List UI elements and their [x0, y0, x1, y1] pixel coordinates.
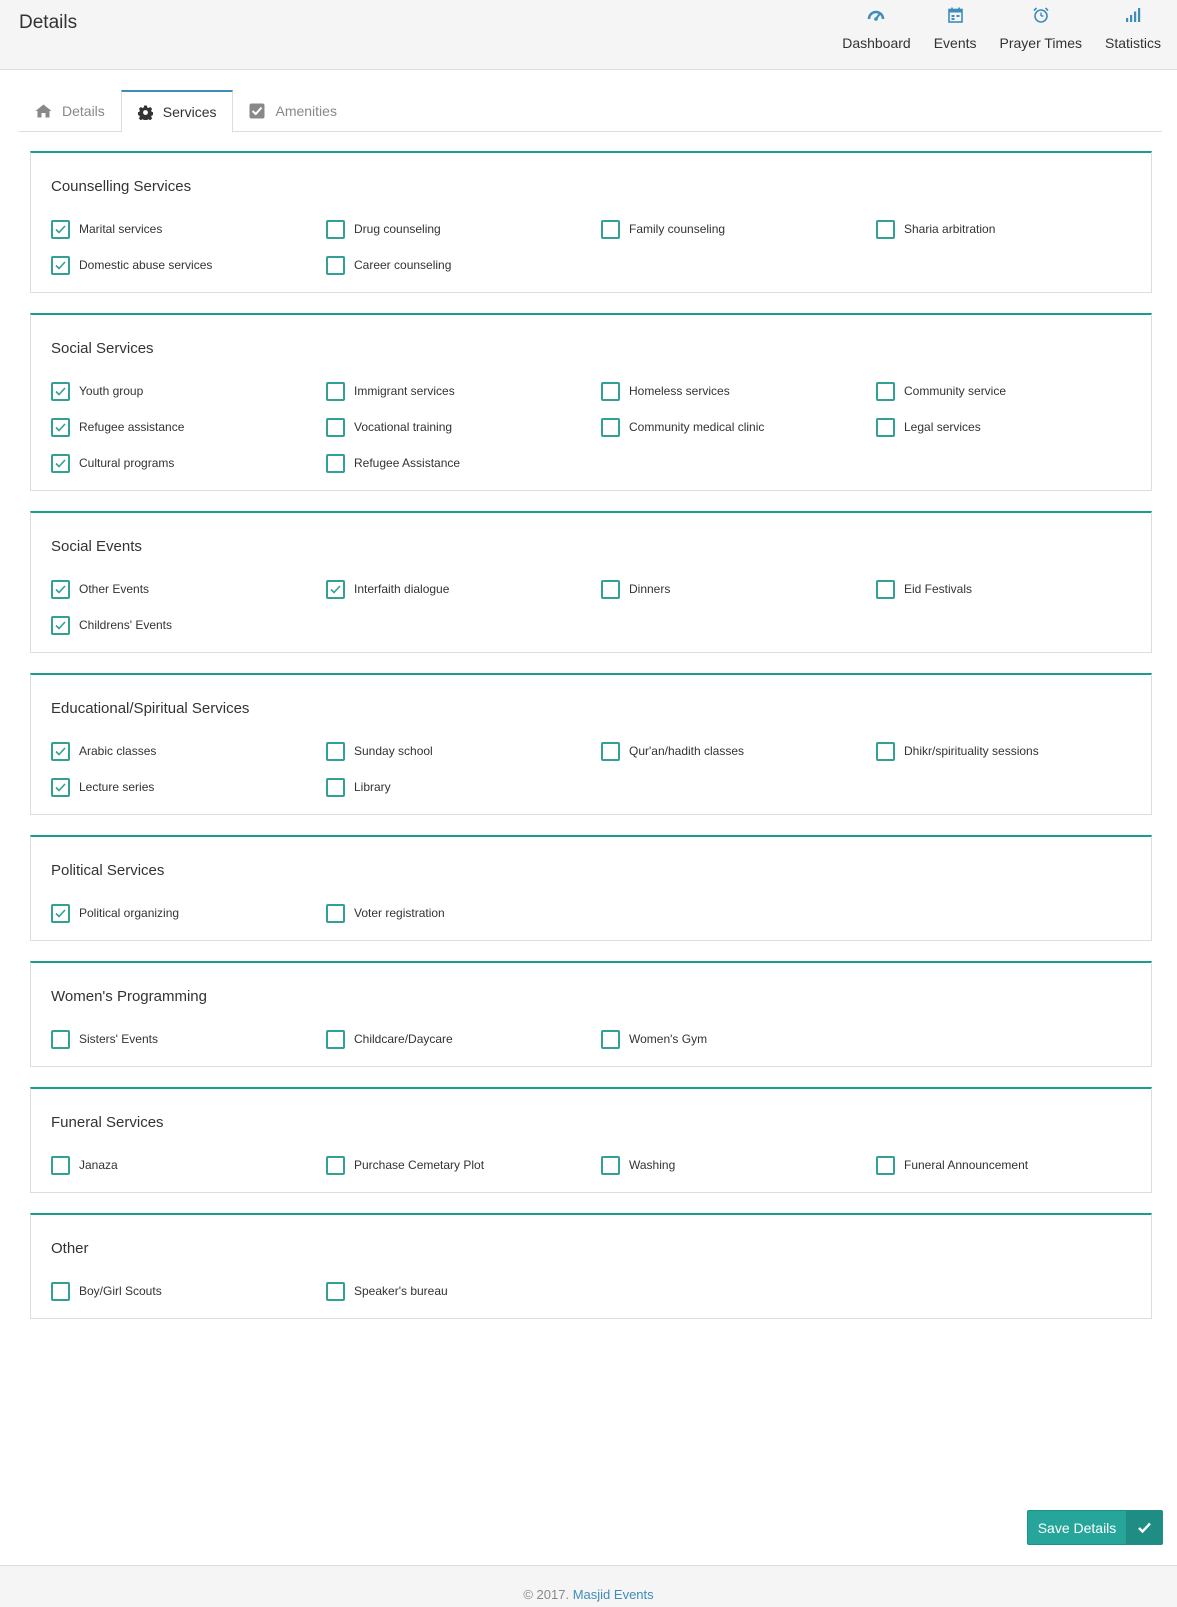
checkbox-item[interactable] [51, 741, 326, 761]
checkbox-checked[interactable] [51, 778, 70, 797]
top-header [0, 0, 1177, 70]
checkmark-icon [55, 909, 66, 918]
tab-bar [19, 90, 1162, 132]
checkmark-icon [1126, 1511, 1162, 1544]
checkbox-item[interactable] [601, 1155, 876, 1175]
checkbox-unchecked[interactable] [601, 220, 620, 239]
checkbox-unchecked[interactable] [601, 742, 620, 761]
checkbox-unchecked[interactable] [601, 1156, 620, 1175]
checkbox-unchecked[interactable] [601, 382, 620, 401]
checkbox-checked[interactable] [51, 382, 70, 401]
checkbox-label: Library [354, 780, 391, 794]
checkbox-label: Youth group [79, 384, 144, 398]
checkbox-item[interactable] [326, 219, 601, 239]
section-title: Other [51, 1240, 89, 1257]
checkbox-grid [51, 1281, 1131, 1301]
section-women-s-programming [30, 961, 1152, 1067]
checkbox-unchecked[interactable] [326, 382, 345, 401]
checkmark-icon [330, 585, 341, 594]
dashboard-icon [867, 4, 885, 26]
checkbox-label: Qur'an/hadith classes [629, 744, 745, 758]
checkbox-item[interactable] [51, 615, 326, 635]
checkbox-item[interactable] [601, 1029, 876, 1049]
checkbox-item[interactable] [601, 741, 876, 761]
gear-icon [138, 105, 153, 120]
checkbox-checked[interactable] [326, 580, 345, 599]
nav-events-label: Events [933, 35, 977, 51]
checkbox-item[interactable] [51, 777, 326, 797]
checkbox-label: Community service [904, 384, 1007, 398]
checkbox-unchecked[interactable] [876, 220, 895, 239]
save-details-label: Save Details [1037, 1519, 1117, 1536]
checkbox-unchecked[interactable] [876, 418, 895, 437]
checkbox-label: Boy/Girl Scouts [79, 1284, 162, 1298]
checkbox-label: Drug counseling [354, 222, 441, 236]
checkbox-label: Political organizing [79, 906, 180, 920]
checkbox-checked[interactable] [51, 616, 70, 635]
calendar-icon [948, 4, 963, 26]
section-title: Social Events [51, 538, 142, 555]
top-nav [819, 0, 1161, 51]
checkbox-unchecked[interactable] [326, 778, 345, 797]
checkbox-checked[interactable] [51, 580, 70, 599]
checkbox-item[interactable] [326, 381, 601, 401]
checkbox-item[interactable] [51, 417, 326, 437]
checkbox-label: Childcare/Daycare [354, 1032, 453, 1046]
checkbox-item[interactable] [876, 579, 1131, 599]
alarm-clock-icon [1033, 4, 1049, 26]
checkbox-label: Women's Gym [629, 1032, 708, 1046]
nav-prayer-times[interactable] [1000, 0, 1082, 51]
checkbox-unchecked[interactable] [601, 418, 620, 437]
checkmark-icon [55, 747, 66, 756]
checkbox-unchecked[interactable] [326, 256, 345, 275]
section-title: Educational/Spiritual Services [51, 700, 250, 717]
checkbox-unchecked[interactable] [51, 1030, 70, 1049]
checkbox-unchecked[interactable] [326, 904, 345, 923]
checkbox-checked[interactable] [51, 904, 70, 923]
checkbox-item[interactable] [326, 453, 601, 473]
checkbox-label: Lecture series [79, 780, 155, 794]
checkbox-label: Other Events [79, 582, 150, 596]
section-political-services [30, 835, 1152, 941]
nav-statistics[interactable] [1105, 0, 1161, 51]
tab-amenities[interactable] [233, 90, 352, 132]
checkbox-unchecked[interactable] [876, 742, 895, 761]
checkbox-item[interactable] [876, 1155, 1131, 1175]
checkbox-item[interactable] [51, 903, 326, 923]
section-title: Women's Programming [51, 988, 207, 1005]
checkbox-checked[interactable] [51, 454, 70, 473]
checkbox-label: Family counseling [629, 222, 726, 236]
checkmark-icon [55, 585, 66, 594]
checkbox-grid [51, 903, 1131, 923]
checkbox-label: Legal services [904, 420, 981, 434]
checkbox-item[interactable] [51, 579, 326, 599]
tab-details[interactable] [19, 90, 121, 132]
tab-amenities-label: Amenities [275, 103, 337, 119]
checkbox-item[interactable] [51, 1155, 326, 1175]
checkbox-label: Funeral Announcement [904, 1158, 1029, 1172]
section-title: Funeral Services [51, 1114, 164, 1131]
checkbox-item[interactable] [51, 381, 326, 401]
checkbox-item[interactable] [326, 1029, 601, 1049]
checkbox-label: Sisters' Events [79, 1032, 158, 1046]
checkbox-item[interactable] [326, 417, 601, 437]
checkbox-unchecked[interactable] [51, 1156, 70, 1175]
section-funeral-services [30, 1087, 1152, 1193]
checkbox-unchecked[interactable] [601, 1030, 620, 1049]
checkbox-label: Dinners [629, 582, 671, 596]
checkbox-label: Sharia arbitration [904, 222, 996, 236]
checkbox-item[interactable] [51, 255, 326, 275]
checkbox-label: Janaza [79, 1158, 118, 1172]
checkbox-item[interactable] [876, 417, 1131, 437]
checkbox-item[interactable] [601, 219, 876, 239]
checkbox-label: Speaker's bureau [354, 1284, 448, 1298]
checkbox-item[interactable] [876, 219, 1131, 239]
checkbox-item[interactable] [326, 1155, 601, 1175]
checkbox-unchecked[interactable] [601, 580, 620, 599]
checkmark-icon [55, 225, 66, 234]
checkmark-icon [55, 387, 66, 396]
section-counselling-services [30, 151, 1152, 293]
checkbox-label: Vocational training [354, 420, 453, 434]
checkbox-item[interactable] [51, 1029, 326, 1049]
page-footer [0, 1565, 1177, 1607]
checkbox-label: Washing [629, 1158, 676, 1172]
checkbox-item[interactable] [51, 453, 326, 473]
checkbox-unchecked[interactable] [326, 1156, 345, 1175]
checkbox-label: Community medical clinic [629, 420, 765, 434]
checkbox-label: Dhikr/spirituality sessions [904, 744, 1039, 758]
checkbox-checked[interactable] [51, 220, 70, 239]
footer-masjid-events-link[interactable]: Masjid Events [572, 1587, 654, 1602]
checkbox-label: Arabic classes [79, 744, 157, 758]
checkbox-grid [51, 741, 1131, 797]
checkbox-label: Interfaith dialogue [354, 582, 450, 596]
section-title: Social Services [51, 340, 154, 357]
checkbox-item[interactable] [326, 903, 601, 923]
save-details-button[interactable] [1027, 1510, 1163, 1545]
checkbox-grid [51, 219, 1131, 275]
checkbox-label: Marital services [79, 222, 163, 236]
checkbox-unchecked[interactable] [326, 418, 345, 437]
bar-signal-icon [1125, 4, 1141, 26]
checkbox-item[interactable] [51, 219, 326, 239]
checkbox-unchecked[interactable] [876, 1156, 895, 1175]
checkbox-item[interactable] [601, 381, 876, 401]
nav-dashboard[interactable] [842, 0, 911, 51]
footer-copyright: © 2017. [523, 1587, 570, 1602]
services-sections [30, 151, 1152, 1339]
checkbox-item[interactable] [326, 579, 601, 599]
checkbox-label: Cultural programs [79, 456, 175, 470]
checkbox-label: Sunday school [354, 744, 433, 758]
checkbox-label: Purchase Cemetary Plot [354, 1158, 485, 1172]
checkbox-label: Voter registration [354, 906, 445, 920]
checkbox-unchecked[interactable] [326, 220, 345, 239]
checkbox-unchecked[interactable] [876, 382, 895, 401]
checkmark-icon [55, 621, 66, 630]
section-social-services [30, 313, 1152, 491]
checkbox-item[interactable] [326, 1281, 601, 1301]
checkbox-unchecked[interactable] [326, 454, 345, 473]
checkbox-item[interactable] [876, 741, 1131, 761]
checkbox-checked[interactable] [51, 742, 70, 761]
checkbox-item[interactable] [326, 741, 601, 761]
nav-events[interactable] [934, 0, 977, 51]
checkmark-icon [55, 261, 66, 270]
checkmark-icon [55, 423, 66, 432]
checkbox-unchecked[interactable] [326, 1282, 345, 1301]
section-educational-spiritual-services [30, 673, 1152, 815]
page-title: Details [19, 12, 78, 33]
check-square-icon [249, 103, 265, 119]
nav-prayer-times-label: Prayer Times [999, 35, 1082, 51]
checkbox-label: Refugee Assistance [354, 456, 461, 470]
checkbox-item[interactable] [876, 381, 1131, 401]
checkmark-icon [55, 459, 66, 468]
checkbox-grid [51, 1029, 1131, 1049]
checkbox-unchecked[interactable] [326, 742, 345, 761]
checkbox-unchecked[interactable] [876, 580, 895, 599]
checkmark-icon [55, 783, 66, 792]
checkbox-checked[interactable] [51, 418, 70, 437]
checkbox-label: Homeless services [629, 384, 730, 398]
checkbox-item[interactable] [601, 417, 876, 437]
nav-dashboard-label: Dashboard [842, 35, 911, 51]
checkbox-item[interactable] [326, 777, 601, 797]
nav-statistics-label: Statistics [1104, 35, 1161, 51]
checkbox-grid [51, 579, 1131, 635]
checkbox-label: Domestic abuse services [79, 258, 213, 272]
checkbox-unchecked[interactable] [326, 1030, 345, 1049]
checkbox-item[interactable] [326, 255, 601, 275]
checkbox-label: Immigrant services [354, 384, 455, 398]
section-social-events [30, 511, 1152, 653]
section-title: Counselling Services [51, 178, 192, 195]
checkbox-item[interactable] [601, 579, 876, 599]
section-other [30, 1213, 1152, 1319]
section-title: Political Services [51, 862, 165, 879]
checkbox-checked[interactable] [51, 256, 70, 275]
tab-services-label: Services [162, 104, 217, 120]
checkbox-grid [51, 381, 1131, 473]
checkbox-grid [51, 1155, 1131, 1175]
tab-details-label: Details [62, 103, 105, 119]
checkbox-label: Refugee assistance [79, 420, 185, 434]
checkbox-label: Eid Festivals [904, 582, 973, 596]
checkbox-item[interactable] [51, 1281, 326, 1301]
checkbox-unchecked[interactable] [51, 1282, 70, 1301]
checkbox-label: Childrens' Events [79, 618, 172, 632]
tab-services[interactable] [121, 90, 234, 133]
home-icon [35, 104, 52, 118]
checkbox-label: Career counseling [354, 258, 452, 272]
